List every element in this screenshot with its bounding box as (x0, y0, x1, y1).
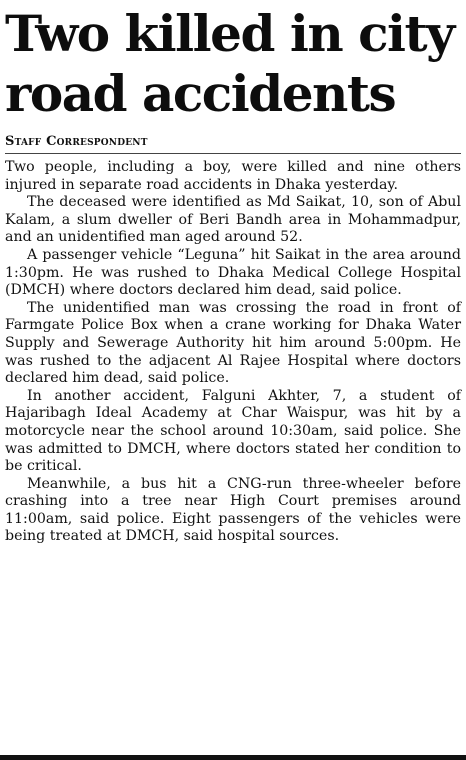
paragraph: Two people, including a boy, were killed and nine others injured in separate road accidents in Dhaka yesterday. (5, 159, 461, 193)
headline (5, 4, 461, 124)
bottom-rule (0, 755, 466, 760)
paragraph: In another accident, Falguni Akhter, 7, a student of Hajaribagh Ideal Academy at Char Waispur, was hit by a motorcycle near the school around 10:30am, said police. She was admitted to DMCH, where doctors stated her condition to be critical. (5, 387, 461, 475)
byline: Staff Correspondent (5, 134, 461, 154)
paragraph: A passenger vehicle “Leguna” hit Saikat in the area around 1:30pm. He was rushed to Dhaka Medical College Hospital (DMCH) where doctors declared him dead, said police. (5, 246, 461, 299)
headline-line-2: road accidents (5, 64, 396, 123)
article-body (5, 159, 461, 546)
paragraph: Meanwhile, a bus hit a CNG-run three-wheeler before crashing into a tree near High Court premises around 11:00am, said police. Eight passengers of the vehicles were being treated at DMCH, said hospital sources. (5, 475, 461, 545)
paragraph: The deceased were identified as Md Saikat, 10, son of Abul Kalam, a slum dweller of Beri Bandh area in Mohammadpur, and an unidentified man aged around 52. (5, 194, 461, 246)
headline-line-1: Two killed in city (5, 4, 454, 63)
news-article (5, 4, 461, 546)
paragraph: The unidentified man was crossing the road in front of Farmgate Police Box when a crane working for Dhaka Water Supply and Sewerage Authority hit him around 5:00pm. He was rushed to the adjacent Al Rajee Hospital where doctors declared him dead, said police. (5, 299, 461, 387)
